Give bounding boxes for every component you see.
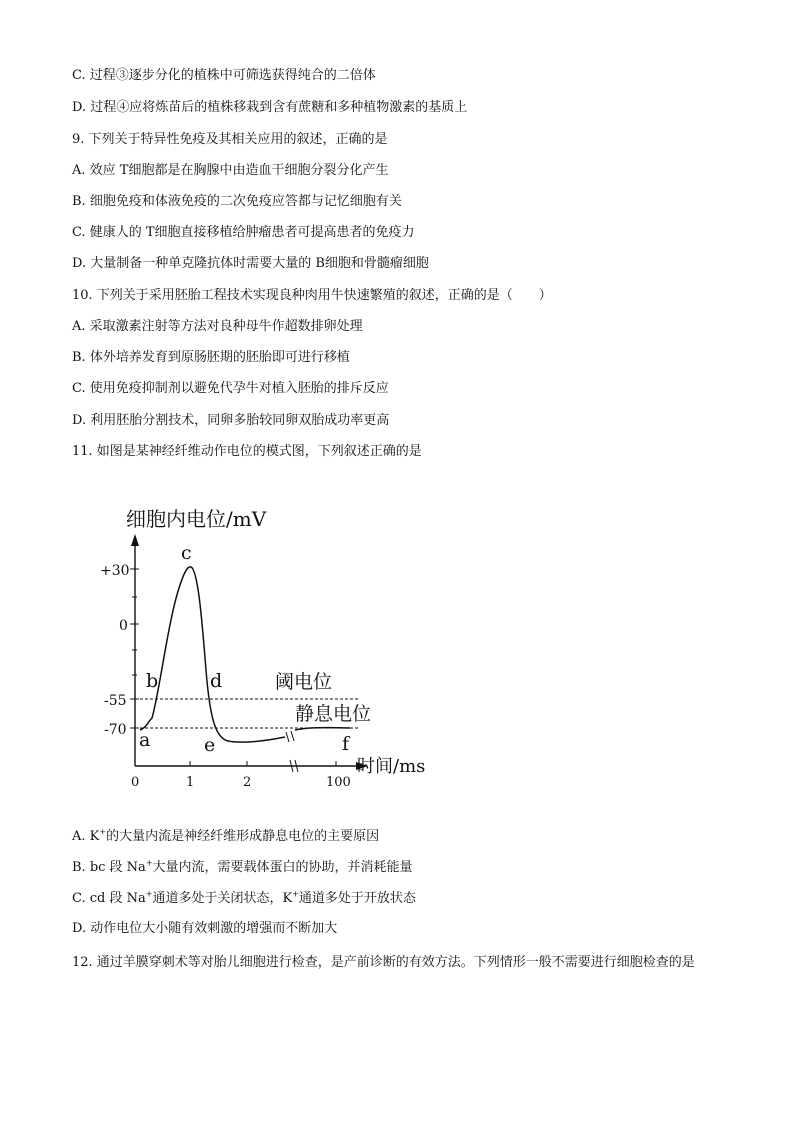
resting-label: 静息电位 <box>295 703 372 725</box>
potential-curve <box>140 567 285 742</box>
option-a-q11: A. K+的大量内流是神经纤维形成静息电位的主要原因 <box>72 827 380 844</box>
option-d-q10: D. 利用胚胎分割技术，同卵多胎较同卵双胎成功率更高 <box>72 413 390 428</box>
point-label-b: b <box>146 670 159 692</box>
option-d-q9: D. 大量制备一种单克隆抗体时需要大量的 B细胞和骨髓瘤细胞 <box>72 256 429 271</box>
y-tick-label: -55 <box>104 693 127 709</box>
point-label-e: e <box>204 734 216 756</box>
question-12: 12. 通过羊膜穿刺术等对胎儿细胞进行检查，是产前诊断的有效方法。下列情形一般不需要进行细胞检查的是 <box>72 955 695 970</box>
question-9: 9. 下列关于特异性免疫及其相关应用的叙述，正确的是 <box>72 132 388 147</box>
point-label-f: f <box>342 733 350 755</box>
point-label-c: c <box>181 542 192 564</box>
y-tick-label: -70 <box>104 722 127 738</box>
potential-curve-tail <box>295 728 350 730</box>
x-tick-label: 1 <box>186 775 195 790</box>
option-c-q8: C. 过程③逐步分化的植株中可筛选获得纯合的二倍体 <box>72 68 376 83</box>
option-c-q9: C. 健康人的 T细胞直接移植给肿瘤患者可提高患者的免疫力 <box>72 225 415 240</box>
curve-break <box>286 732 289 742</box>
curve-break <box>291 731 294 741</box>
y-tick-label: +30 <box>100 563 130 579</box>
point-label-d: d <box>210 670 223 692</box>
x-tick-label: 2 <box>243 775 252 790</box>
option-c-q11: C. cd 段 Na+通道多处于关闭状态，K+通道多处于开放状态 <box>72 889 416 906</box>
question-11: 11. 如图是某神经纤维动作电位的模式图，下列叙述正确的是 <box>72 444 422 459</box>
option-d-q11: D. 动作电位大小随有效刺激的增强而不断加大 <box>72 921 338 936</box>
option-b-q9: B. 细胞免疫和体液免疫的二次免疫应答都与记忆细胞有关 <box>72 194 402 209</box>
option-a-q9: A. 效应 T细胞都是在胸腺中由造血干细胞分裂分化产生 <box>72 163 389 178</box>
y-axis-arrow <box>131 534 139 546</box>
option-b-q10: B. 体外培养发育到原肠胚期的胚胎即可进行移植 <box>72 350 350 365</box>
option-a-q10: A. 采取激素注射等方法对良种母牛作超数排卵处理 <box>72 319 363 334</box>
threshold-label: 阈电位 <box>275 671 333 693</box>
option-c-q10: C. 使用免疫抑制剂以避免代孕牛对植入胚胎的排斥反应 <box>72 381 389 396</box>
question-10: 10. 下列关于采用胚胎工程技术实现良种肉用牛快速繁殖的叙述，正确的是（ ） <box>72 288 552 303</box>
option-d-q8: D. 过程④应将炼苗后的植株移栽到含有蔗糖和多种植物激素的基质上 <box>72 100 468 115</box>
y-tick-label: 0 <box>119 618 128 634</box>
point-label-a: a <box>139 729 151 751</box>
x-tick-label: 100 <box>326 775 351 790</box>
action-potential-chart <box>96 500 456 800</box>
option-b-q11: B. bc 段 Na+大量内流，需要载体蛋白的协助，并消耗能量 <box>72 858 413 875</box>
x-axis-label: 时间/ms <box>357 756 426 777</box>
y-axis-label: 细胞内电位/mV <box>126 507 267 531</box>
x-tick-label: 0 <box>131 775 140 790</box>
